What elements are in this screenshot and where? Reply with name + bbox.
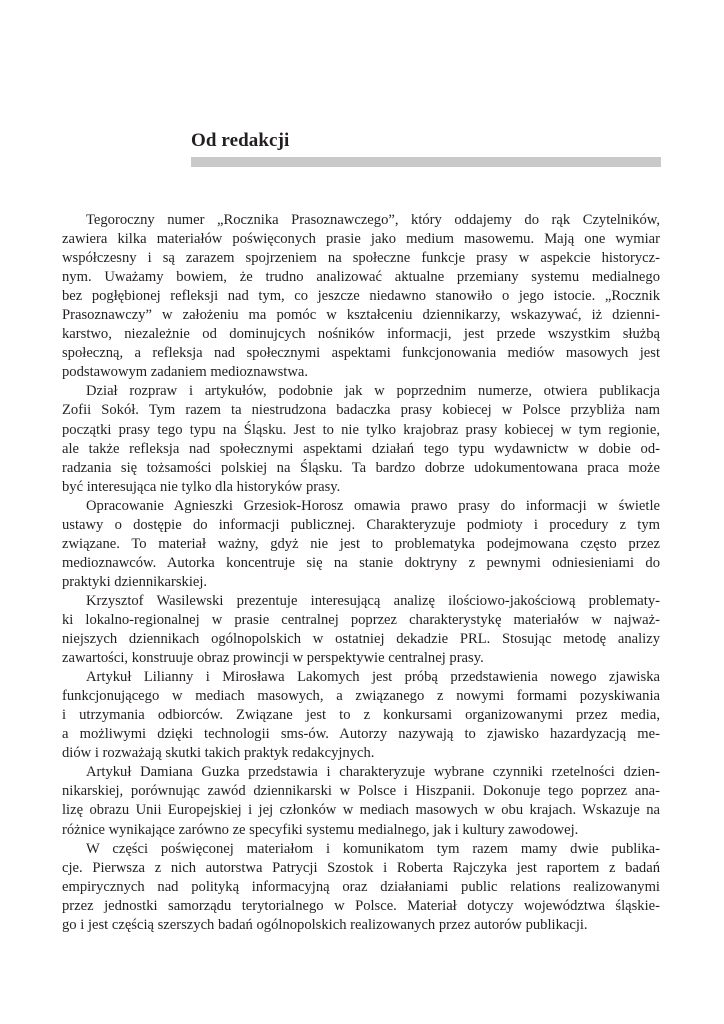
paragraph — [62, 668, 660, 763]
text-line: funkcjonującego w mediach masowych, a związanego z nowymi formami pozyskiwania — [62, 688, 660, 705]
text-line: współczesny i są zarazem spojrzeniem na społeczne funkcje prasy w aspekcie historycz- — [62, 250, 660, 267]
heading-block — [191, 128, 661, 167]
text-line: Tegoroczny numer „Rocznika Prasoznawczego”, który oddajemy do rąk Czytelników, — [86, 212, 660, 228]
text-line: ki lokalno-regionalnej w prasie centralnej poprzez charakterystykę materiałów w najważ- — [62, 611, 660, 628]
text-line: zawiera kilka materiałów poświęconych prasie jako medium masowemu. Mają one wymiar — [62, 231, 660, 248]
text-line: podstawowym zadaniem medioznawstwa. — [62, 364, 308, 381]
text-line: cje. Pierwsza z nich autorstwa Patrycji Szostok i Roberta Rajczyka jest raportem z badań — [62, 859, 660, 876]
text-line: i utrzymania odbiorców. Związane jest to z konkursami organizowanymi przez media, — [62, 707, 660, 724]
text-line: Artykuł Lilianny i Mirosława Lakomych jest próbą przedstawienia nowego zjawiska — [86, 669, 660, 686]
text-line: Krzysztof Wasilewski prezentuje interesującą analizę ilościowo-jakościową problematy- — [86, 592, 660, 609]
text-line: początki prasy tego typu na Śląsku. Jest to nie tylko krajobraz prasy kobiecej w tym regionie, — [62, 421, 660, 438]
text-line: a możliwymi dzięki technologii sms-ów. Autorzy nazywają to zjawisko hazardyzacją me- — [62, 726, 660, 743]
text-line: lizę obrazu Unii Europejskiej i jej członków w mediach masowych w obu krajach. Wskazuje na — [62, 802, 660, 819]
text-line: karstwo, niezależnie od dominujcych nośników informacji, jest przede wszystkim służbą — [62, 326, 660, 343]
text-line: W części poświęconej materiałom i komunikatom tym razem mamy dwie publika- — [86, 840, 660, 857]
text-line: Prasoznawczy” w założeniu ma pomóc w kształceniu dziennikarzy, wskazywać, iż dzienni- — [62, 307, 660, 324]
article-body — [62, 211, 660, 935]
text-line: diów i rozważają skutki takich praktyk redakcyjnych. — [62, 745, 375, 762]
text-line: Artykuł Damiana Guzka przedstawia i charakteryzuje wybrane czynniki rzetelności dzien- — [86, 764, 660, 781]
text-line: nym. Uważamy bowiem, że trudno analizować aktualne przemiany systemu medialnego — [62, 269, 660, 286]
page-title: Od redakcji — [191, 130, 290, 151]
paragraph — [62, 382, 660, 496]
text-line: go i jest częścią szerszych badań ogólnopolskich realizowanych przez autorów publikacji. — [62, 916, 588, 933]
text-line: być interesująca nie tylko dla historyków prasy. — [62, 478, 341, 495]
text-line: różnice wynikające zarówno ze specyfiki systemu medialnego, jak i kultury zawodowej. — [62, 821, 579, 838]
text-line: bez pogłębionej refleksji nad tym, co jeszcze niedawno stanowiło o jego istocie. „Rocznik — [62, 288, 660, 305]
text-line: Dział rozpraw i artykułów, podobnie jak w poprzednim numerze, otwiera publikacja — [86, 383, 660, 400]
text-line: ale także refleksja nad społecznymi aspektami działań tego typu wydawnictw w dobie od- — [62, 440, 660, 457]
text-line: przez jednostki samorządu terytorialnego w Polsce. Materiał dotyczy województwa śląskie- — [62, 897, 660, 914]
text-line: nikarskiej, porównując zawód dziennikarski w Polsce i Hiszpanii. Dokonuje tego poprzez ana- — [62, 783, 660, 800]
paragraph — [62, 592, 660, 668]
paragraph — [62, 497, 660, 592]
text-line: związane. To materiał ważny, gdyż nie jest to problematyka podejmowana często przez — [62, 535, 660, 552]
text-line: medioznawców. Autorka koncentruje się na stanie doktryny z pewnymi odniesieniami do — [62, 554, 660, 571]
text-line: radzania się tożsamości polskiej na Śląsku. Ta bardzo dobrze udokumentowana praca może — [62, 459, 660, 476]
text-line: ustawy o dostępie do informacji publicznej. Charakteryzuje podmioty i procedury z tym — [62, 516, 660, 533]
paragraph — [62, 840, 660, 935]
text-line: empirycznych nad polityką informacyjną oraz działaniami public relations realizowanymi — [62, 878, 660, 895]
text-line: zawartości, konstruuje obraz prowincji w perspektywie centralnej prasy. — [62, 650, 484, 667]
title-rule — [191, 157, 661, 167]
paragraph — [62, 211, 660, 382]
text-line: praktyki dziennikarskiej. — [62, 573, 208, 590]
text-line: Zofii Sokół. Tym razem ta niestrudzona badaczka prasy kobiecej w Polsce przybliża nam — [62, 402, 660, 419]
text-line: społeczną, a refleksja nad społecznymi aspektami funkcjonowania mediów masowych jest — [62, 345, 660, 362]
text-line: Opracowanie Agnieszki Grzesiok-Horosz omawia prawo prasy do informacji w świetle — [86, 497, 660, 514]
text-line: niejszych dziennikach ogólnopolskich w ostatniej dekadzie PRL. Stosując metodę analizy — [62, 631, 660, 648]
paragraph — [62, 763, 660, 839]
